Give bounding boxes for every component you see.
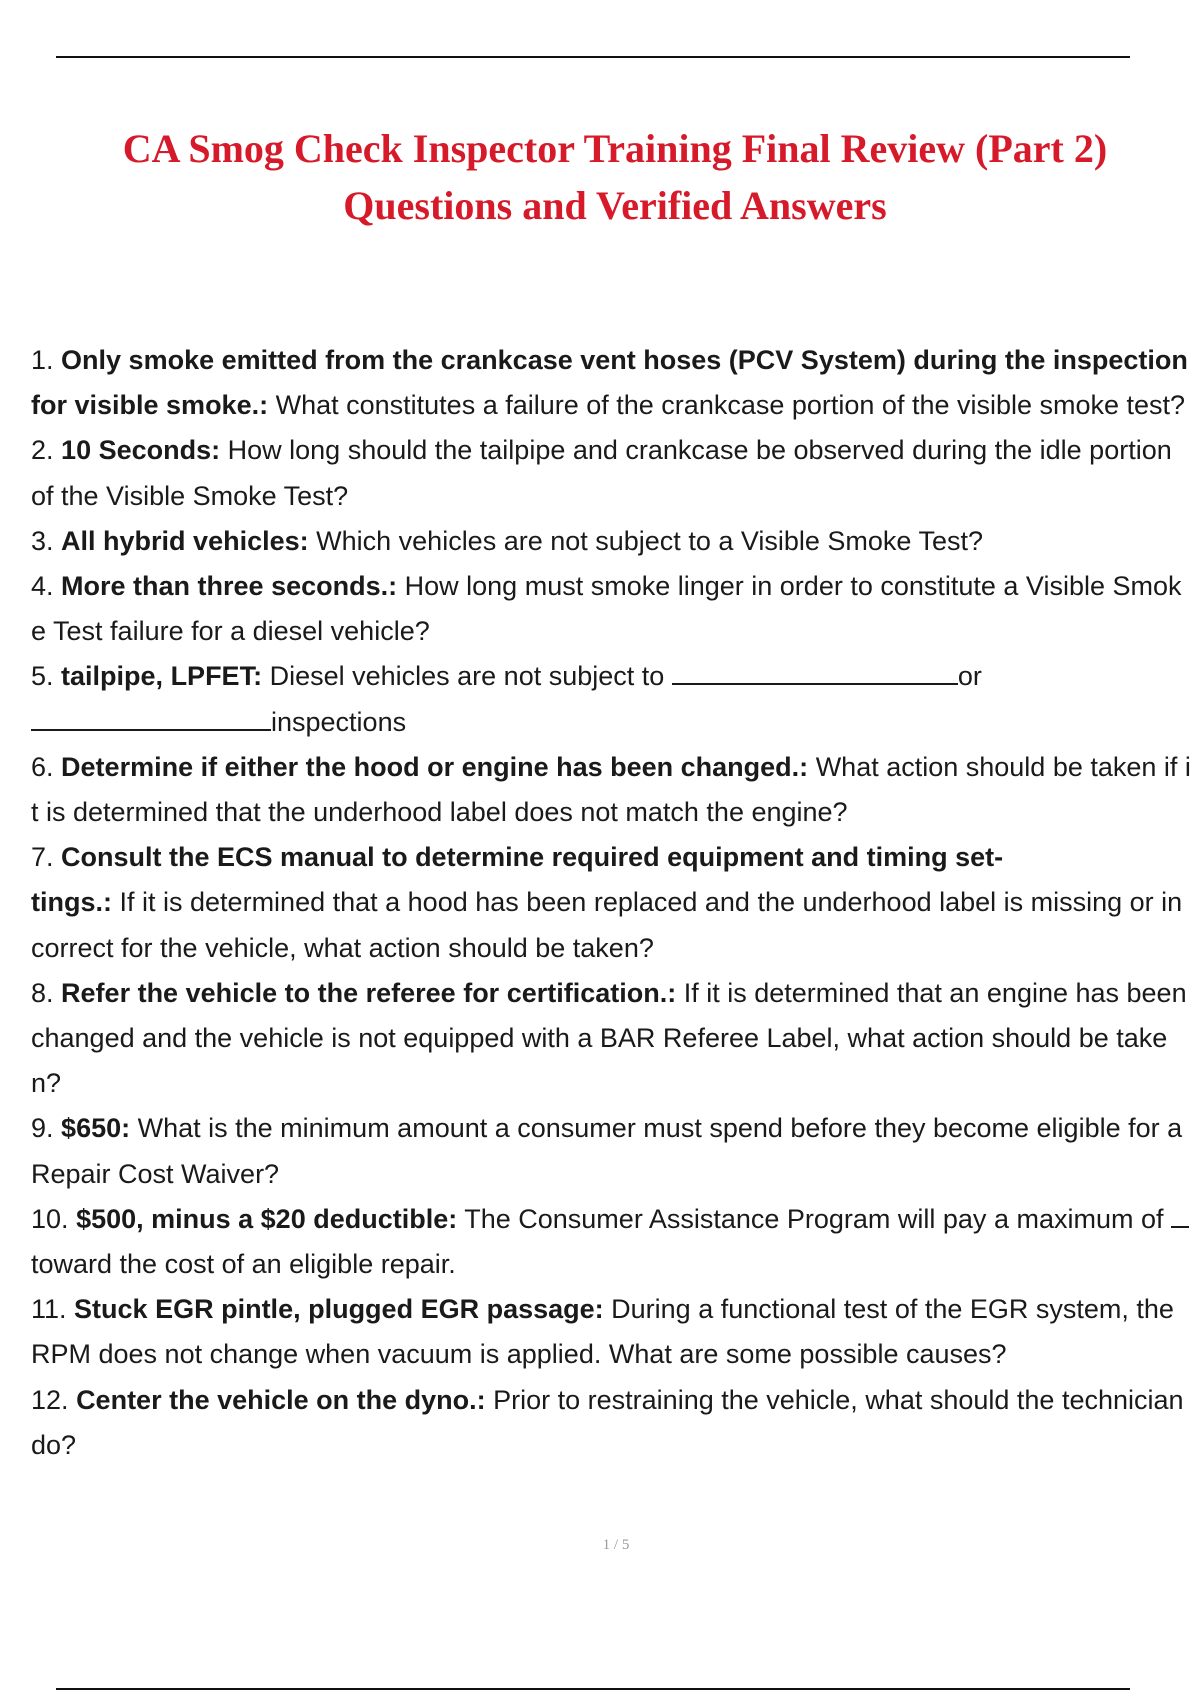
item-number: 12. (31, 1384, 69, 1415)
item-answer: More than three seconds.: (61, 571, 398, 602)
document-title (60, 120, 1170, 234)
title-line-2: Questions and Verified Answers (343, 183, 887, 228)
item-answer: All hybrid vehicles: (61, 525, 309, 556)
item-question: Which vehicles are not subject to a Visible Smoke Test? (316, 525, 983, 556)
qa-item-1 (31, 338, 1193, 428)
item-answer: tailpipe, LPFET: (61, 661, 263, 692)
item-question: How long should the tailpipe and crankcase be observed during the idle portion of the Visible Smoke Test? (31, 435, 1172, 511)
item-answer: Only smoke emitted from the crankcase vent hoses (PCV System) during the inspection for visible smoke.: (31, 345, 1188, 421)
item-answer-line-2: tings.: (31, 887, 112, 918)
item-answer: Center the vehicle on the dyno.: (76, 1384, 486, 1415)
item-answer: $500, minus a $20 deductible: (76, 1203, 458, 1234)
item-answer: 10 Seconds: (61, 435, 221, 466)
item-question: What is the minimum amount a consumer must spend before they become eligible for a Repair Cost Waiver? (31, 1113, 1183, 1189)
qa-item-9 (31, 1106, 1193, 1196)
fill-in-blank (31, 728, 271, 731)
bottom-rule (56, 1688, 1130, 1690)
item-answer: Stuck EGR pintle, plugged EGR passage: (74, 1294, 604, 1325)
fill-in-blank (1171, 1225, 1189, 1228)
item-answer: $650: (61, 1113, 131, 1144)
item-number: 1. (31, 345, 54, 375)
qa-item-10 (31, 1197, 1193, 1287)
item-question-part-1: The Consumer Assistance Program will pay a maximum of (464, 1203, 1164, 1234)
item-question: If it is determined that a hood has been replaced and the underhood label is missing or incorrect for the vehicle, what action should be taken? (31, 887, 1183, 963)
item-answer: Determine if either the hood or engine has been changed.: (61, 751, 809, 782)
item-question-part-3: inspections (271, 706, 407, 737)
item-question: During a functional test of the EGR system, the RPM does not change when vacuum is applied. What are some possible causes? (31, 1294, 1174, 1370)
item-question: If it is determined that an engine has been changed and the vehicle is not equipped with a BAR Referee Label, what action should be taken? (31, 977, 1187, 1099)
item-number: 11. (31, 1294, 67, 1325)
qa-item-12 (31, 1378, 1193, 1468)
qa-list (31, 338, 1193, 1468)
item-question: What constitutes a failure of the crankcase portion of the visible smoke test? (275, 390, 1186, 421)
item-number: 6. (31, 751, 54, 782)
item-number: 7. (31, 842, 54, 873)
item-number: 8. (31, 977, 54, 1008)
item-answer: Refer the vehicle to the referee for certification.: (61, 977, 677, 1008)
item-number: 3. (31, 525, 54, 556)
item-number: 9. (31, 1113, 54, 1144)
item-question: What action should be taken if it is determined that the underhood label does not match the engine? (31, 751, 1191, 828)
qa-item-4 (31, 564, 1193, 654)
item-question-part-2: toward the cost of an eligible repair. (31, 1249, 456, 1280)
fill-in-blank (672, 682, 958, 685)
top-rule (56, 56, 1130, 58)
item-question-part-1: Diesel vehicles are not subject to (269, 661, 665, 692)
qa-item-8 (31, 971, 1193, 1107)
item-question-part-2: or (957, 661, 982, 692)
item-number: 5. (31, 661, 54, 692)
qa-item-5 (31, 654, 1193, 744)
item-question: Prior to restraining the vehicle, what should the technician do? (31, 1384, 1184, 1460)
qa-item-11 (31, 1287, 1193, 1377)
item-number: 2. (31, 435, 54, 466)
item-answer-line-1: Consult the ECS manual to determine required equipment and timing set- (61, 842, 1004, 873)
qa-item-3 (31, 519, 1193, 564)
qa-item-6 (31, 745, 1193, 835)
item-number: 10. (31, 1203, 69, 1234)
page-number: 1 / 5 (602, 1537, 630, 1553)
qa-item-2 (31, 428, 1193, 518)
title-line-1: CA Smog Check Inspector Training Final Review (Part 2) (122, 126, 1108, 171)
qa-item-7 (31, 835, 1193, 971)
item-question: How long must smoke linger in order to constitute a Visible Smoke Test failure for a diesel vehicle? (31, 571, 1182, 647)
item-number: 4. (31, 571, 54, 602)
